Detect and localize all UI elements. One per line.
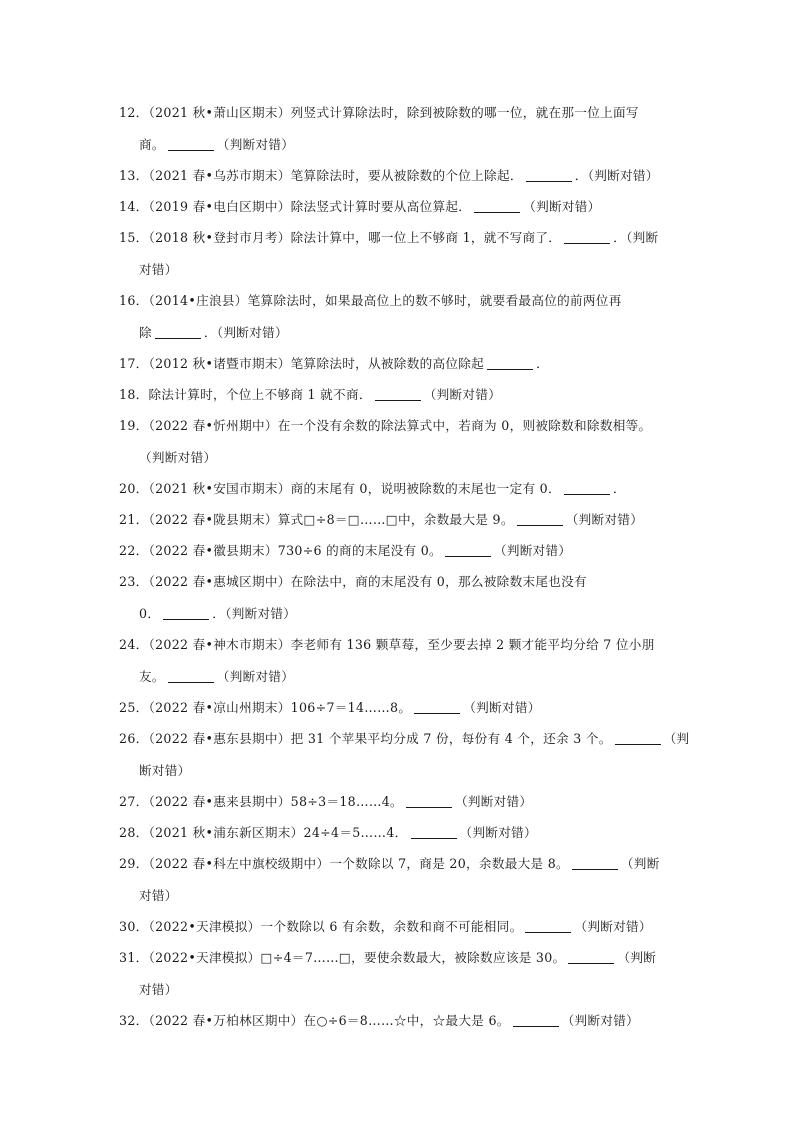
- question-text: 17．（2012 秋•诸暨市期末）笔算除法时，从被除数的高位除起: [119, 356, 485, 371]
- answer-blank[interactable]: [572, 855, 618, 870]
- question-end: ．: [612, 481, 626, 496]
- question-13: [119, 160, 675, 192]
- judge-hint-cont: 对错）: [139, 981, 178, 997]
- question-text: 27．（2022 春•惠来县期中）58÷3＝18……4。: [119, 794, 403, 809]
- question-21: [119, 504, 675, 536]
- judge-hint: （判断对错）: [463, 700, 541, 715]
- question-text: 28．（2021 秋•浦东新区期末）24÷4＝5……4．: [119, 825, 408, 840]
- question-text: 友。: [139, 668, 165, 684]
- question-25: [119, 692, 675, 724]
- question-14: [119, 191, 675, 223]
- question-31: [119, 942, 675, 1005]
- answer-blank[interactable]: [525, 918, 571, 933]
- question-28: [119, 817, 675, 849]
- judge-hint: ．（判断对错）: [574, 168, 659, 183]
- question-32: [119, 1005, 675, 1037]
- question-text: 30．（2022•天津模拟）一个数除以 6 有余数，余数和商不可能相同。: [119, 919, 523, 934]
- question-12: [119, 97, 675, 160]
- answer-blank[interactable]: [513, 1012, 559, 1027]
- judge-hint: （判断对错）: [574, 919, 652, 934]
- question-15: [119, 222, 675, 285]
- question-23: [119, 566, 675, 629]
- question-text: 31．（2022•天津模拟）□÷4＝7……□，要使余数最大，被除数应该是 30。: [119, 950, 566, 965]
- question-30: [119, 911, 675, 943]
- question-text: 商。: [139, 136, 165, 152]
- judge-hint: （判断对错）: [423, 387, 502, 402]
- judge-hint: （判: [663, 731, 690, 746]
- question-text: 22．（2022 春•徽县期末）730÷6 的商的末尾没有 0。: [119, 543, 442, 558]
- judge-hint: （判断: [620, 856, 660, 871]
- answer-blank[interactable]: [406, 793, 452, 808]
- judge-hint: ．（判断对错）: [212, 605, 297, 621]
- question-text: 20．（2021 秋•安国市期末）商的末尾有 0，说明被除数的末尾也一定有 0．: [119, 481, 561, 496]
- answer-blank[interactable]: [155, 324, 201, 339]
- answer-blank[interactable]: [526, 167, 572, 182]
- judge-hint: （判断对错）: [493, 543, 572, 558]
- question-text: 26．（2022 春•惠东县期中）把 31 个苹果平均分成 7 份，每份有 4 个，还余 3 个。: [119, 731, 612, 746]
- answer-blank[interactable]: [375, 386, 421, 401]
- question-text: 15．（2018 秋•登封市月考）除法计算中，哪一位上不够商 1，就不写商了．: [119, 230, 562, 245]
- judge-hint-cont: 对错）: [139, 261, 178, 277]
- question-end: ．: [536, 356, 549, 371]
- answer-blank[interactable]: [564, 480, 610, 495]
- judge-hint: （判断对错）: [459, 825, 537, 840]
- answer-blank[interactable]: [474, 198, 520, 213]
- judge-hint: （判断对错）: [523, 199, 601, 214]
- answer-blank[interactable]: [168, 136, 214, 151]
- question-22: [119, 535, 675, 567]
- question-text: 12．（2021 秋•萧山区期末）列竖式计算除法时，除到被除数的哪一位，就在那一位上面写: [119, 105, 639, 120]
- answer-blank[interactable]: [168, 668, 214, 683]
- question-text: 18．除法计算时，个位上不够商 1 就不商．: [119, 387, 372, 402]
- judge-hint-cont: 对错）: [139, 887, 178, 903]
- question-text: 25．（2022 春•凉山州期末）106÷7＝14……8。: [119, 700, 412, 715]
- answer-blank[interactable]: [487, 355, 533, 370]
- answer-blank[interactable]: [568, 949, 614, 964]
- question-text: 14．（2019 春•电白区期中）除法竖式计算时要从高位算起．: [119, 199, 472, 214]
- question-16: [119, 285, 675, 348]
- question-text: 21．（2022 春•陇县期末）算式□÷8＝□……□中，余数最大是 9。: [119, 512, 514, 527]
- judge-hint: （判断对错）: [216, 136, 295, 152]
- question-27: [119, 786, 675, 818]
- answer-blank[interactable]: [615, 730, 661, 745]
- judge-hint-cont: 断对错）: [139, 762, 191, 778]
- judge-hint: （判断对错）: [565, 512, 644, 527]
- question-20: [119, 473, 675, 505]
- question-text: 0．: [139, 605, 161, 621]
- judge-hint: （判断对错）: [454, 794, 533, 809]
- answer-blank[interactable]: [414, 699, 460, 714]
- question-text: 23．（2022 春•惠城区期中）在除法中，商的末尾没有 0，那么被除数末尾也没有: [119, 574, 587, 589]
- answer-blank[interactable]: [445, 542, 491, 557]
- judge-hint: （判断对错）: [216, 668, 295, 684]
- answer-blank[interactable]: [517, 511, 563, 526]
- judge-hint: （判断: [617, 950, 657, 965]
- judge-hint: ．（判断对错）: [203, 324, 288, 340]
- question-26: [119, 723, 690, 786]
- question-text: 24．（2022 春•神木市期末）李老师有 136 颗草莓，至少要去掉 2 颗才能平均分给 7 位小朋: [119, 637, 655, 652]
- question-text: 29．（2022 春•科左中旗校级期中）一个数除以 7，商是 20，余数最大是 8。: [119, 856, 569, 871]
- question-text: 13．（2021 春•乌苏市期末）笔算除法时，要从被除数的个位上除起．: [119, 168, 523, 183]
- judge-hint: ．（判断: [613, 230, 659, 245]
- question-17: [119, 348, 675, 380]
- answer-blank[interactable]: [564, 229, 610, 244]
- judge-hint: （判断对错）: [139, 449, 217, 465]
- question-19: [119, 410, 675, 473]
- judge-hint: （判断对错）: [561, 1013, 640, 1028]
- question-18: [119, 379, 675, 411]
- answer-blank[interactable]: [163, 605, 209, 620]
- question-text: 除: [139, 324, 152, 340]
- answer-blank[interactable]: [411, 824, 457, 839]
- question-text: 19．（2022 春•忻州期中）在一个没有余数的除法算式中，若商为 0，则被除数和除数相等。: [119, 418, 652, 433]
- question-29: [119, 848, 675, 911]
- question-24: [119, 629, 675, 692]
- question-text: 16．（2014•庄浪县）笔算除法时，如果最高位上的数不够时，就要看最高位的前两位再: [119, 293, 622, 308]
- question-text: 32．（2022 春•万柏林区期中）在○÷6＝8……☆中，☆最大是 6。: [119, 1013, 510, 1028]
